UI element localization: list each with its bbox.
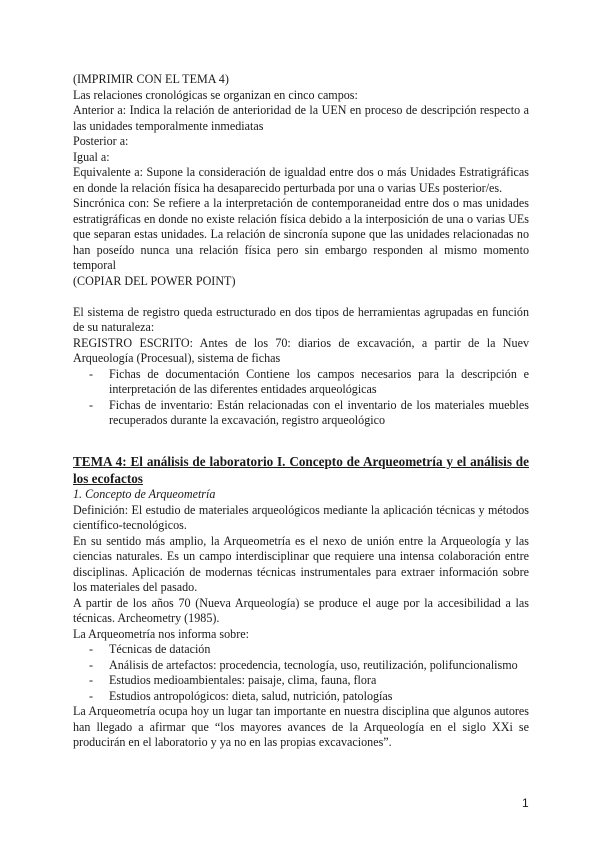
list-item: - Fichas de documentación Contiene los campos necesarios para la descripción e interpretación de las diferentes entidades arqueológicas <box>109 367 529 398</box>
list-item: - Estudios antropológicos: dieta, salud, nutrición, patologías <box>109 689 529 705</box>
copy-note: (COPIAR DEL POWER POINT) <box>73 273 236 288</box>
tema4-heading: TEMA 4: El análisis de laboratorio I. Concepto de Arqueometría y el análisis de los ecofactos <box>73 454 529 486</box>
field-posterior: Posterior a: <box>73 134 129 148</box>
sentido-amplio: En su sentido más amplio, la Arqueometría es el nexo de unión entre la Arqueología y las ciencias naturales. Es un campo interdisciplinar que requiere una intensa colaboración entre disciplinas. Aplicación de modernas técnicas instrumentales para extraer información sobre los materiales del pasado. <box>73 533 529 594</box>
list-item: - Análisis de artefactos: procedencia, tecnología, uso, reutilización, polifuncionalismo <box>109 658 529 674</box>
field-igual: Igual a: <box>73 149 110 164</box>
tema4-subheading: 1. Concepto de Arqueometría <box>73 487 216 501</box>
field-sincronica: Sincrónica con: Se refiere a la interpretación de contemporaneidad entre dos o mas unidades estratigráficas en donde no existe relación física debido a la interposición de una o varias UEs que separan estas unidades. La relación de sincronía supone que las unidades relacionadas no han poseído nunca una relación física pero sin embargo responden al mismo momento temporal <box>73 196 529 272</box>
anos-70: A partir de los años 70 (Nueva Arqueología) se produce el auge por la accesibilidad a las técnicas. Archeometry (1985). <box>73 595 529 625</box>
informa-sobre: La Arqueometría nos informa sobre: <box>73 626 249 641</box>
list-item: - Fichas de inventario: Están relacionadas con el inventario de los materiales muebles recuperados durante la excavación, registro arqueológico <box>109 398 529 429</box>
definicion: Definición: El estudio de materiales arqueológicos mediante la aplicación técnicas y métodos científico-tecnológicos. <box>73 502 529 532</box>
page-number: 1 <box>522 796 529 810</box>
field-anterior: Anterior a: Indica la relación de anterioridad de la UEN en proceso de descripción respecto a las unidades temporalmente inmediatas <box>73 103 529 133</box>
registro-list <box>73 367 529 429</box>
chronology-intro: Las relaciones cronológicas se organizan en cinco campos: <box>73 87 358 102</box>
list-item: - Estudios medioambientales: paisaje, clima, fauna, flora <box>109 673 529 689</box>
document-page <box>73 72 529 751</box>
field-equivalente: Equivalente a: Supone la consideración de igualdad entre dos o más Unidades Estratigráficas en donde la relación física ha desaparecido perturbada por una o varias UEs posterior/es. <box>73 165 529 195</box>
conclusion: La Arqueometría ocupa hoy un lugar tan importante en nuestra disciplina que algunos autores han llegado a afirmar que “los mayores avances de la Arqueología en el siglo XXi se producirán en el laboratorio y ya no en las propias excavaciones”. <box>73 704 529 749</box>
registro-escrito: REGISTRO ESCRITO: Antes de los 70: diarios de excavación, a partir de la Nuev Arqueología (Procesual), sistema de fichas <box>73 335 529 365</box>
registro-intro: El sistema de registro queda estructurado en dos tipos de herramientas agrupadas en función de su naturaleza: <box>73 304 529 334</box>
print-note: (IMPRIMIR CON EL TEMA 4) <box>73 72 229 86</box>
arqueometria-list <box>73 642 529 704</box>
list-item: - Técnicas de datación <box>109 642 529 658</box>
